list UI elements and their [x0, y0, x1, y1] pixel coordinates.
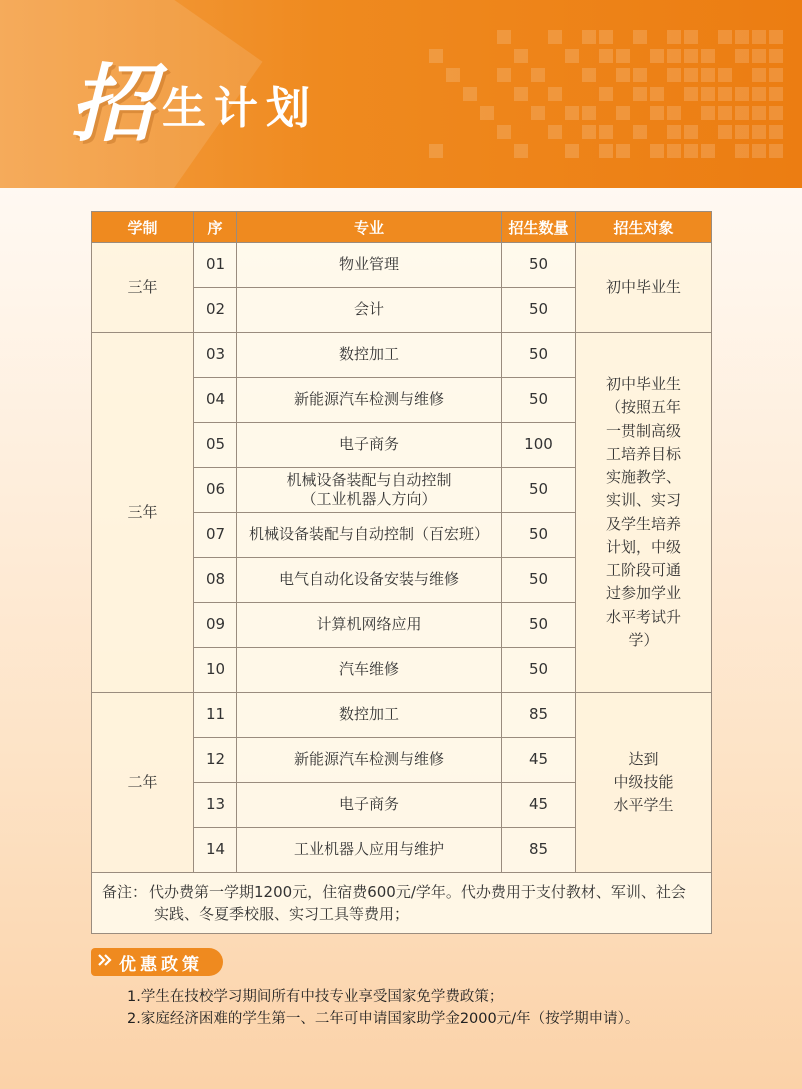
pixel-square — [769, 106, 783, 120]
pixel-square — [667, 68, 681, 82]
header-banner — [0, 0, 802, 188]
pixel-square — [548, 87, 562, 101]
pixel-pattern-decoration — [412, 30, 792, 170]
row-number: 01 — [194, 243, 237, 288]
duration-cell: 三年 — [92, 243, 194, 333]
pixel-square — [684, 144, 698, 158]
row-number: 08 — [194, 558, 237, 603]
pixel-square — [684, 87, 698, 101]
pixel-square — [616, 68, 630, 82]
pixel-square — [548, 125, 562, 139]
pixel-square — [684, 30, 698, 44]
target-line: 水平考试升 — [605, 607, 681, 626]
count-cell: 50 — [502, 468, 576, 513]
pixel-square — [718, 30, 732, 44]
pixel-square — [463, 87, 477, 101]
target-line: 中级技能 — [613, 772, 674, 791]
pixel-square — [429, 49, 443, 63]
count-cell: 50 — [502, 378, 576, 423]
row-number: 14 — [194, 828, 237, 873]
target-line: 过参加学业 — [605, 584, 681, 603]
pixel-square — [769, 30, 783, 44]
pixel-square — [701, 106, 715, 120]
pixel-square — [769, 87, 783, 101]
pixel-square — [633, 87, 647, 101]
major-cell: 机械设备装配与自动控制（百宏班） — [237, 513, 502, 558]
table-row — [92, 243, 712, 288]
pixel-square — [718, 68, 732, 82]
pixel-square — [650, 144, 664, 158]
target-line: （按照五年 — [605, 398, 681, 417]
pixel-square — [701, 144, 715, 158]
table-header-row — [92, 212, 712, 243]
pixel-square — [701, 68, 715, 82]
pixel-square — [633, 30, 647, 44]
pixel-square — [565, 49, 579, 63]
count-cell: 45 — [502, 783, 576, 828]
pixel-square — [429, 144, 443, 158]
pixel-square — [667, 106, 681, 120]
policy-item: 1.学生在技校学习期间所有中技专业享受国家免学费政策； — [127, 989, 504, 1005]
pixel-square — [752, 106, 766, 120]
pixel-square — [752, 68, 766, 82]
page-title-rest: 生计划 — [162, 83, 319, 134]
enrollment-plan-table — [91, 211, 712, 934]
policy-section — [91, 948, 771, 1031]
pixel-square — [531, 68, 545, 82]
target-line: 工培养目标 — [605, 444, 681, 463]
page-title-initial: 招 — [70, 54, 153, 153]
pixel-square — [684, 49, 698, 63]
note-cell — [92, 873, 712, 934]
pixel-square — [446, 68, 460, 82]
column-header-major: 专业 — [237, 212, 502, 243]
count-cell: 85 — [502, 828, 576, 873]
row-number: 07 — [194, 513, 237, 558]
pixel-square — [735, 49, 749, 63]
pixel-square — [769, 125, 783, 139]
major-cell: 汽车维修 — [237, 648, 502, 693]
pixel-square — [616, 49, 630, 63]
pixel-square — [735, 87, 749, 101]
note-text-line1: 代办费第一学期1200元，住宿费600元/学年。代办费用于支付教材、军训、社会 — [149, 882, 686, 901]
pixel-square — [599, 125, 613, 139]
row-number: 12 — [194, 738, 237, 783]
major-cell: 工业机器人应用与维护 — [237, 828, 502, 873]
major-cell: 电子商务 — [237, 423, 502, 468]
double-chevron-icon — [97, 952, 113, 972]
major-cell: 数控加工 — [237, 693, 502, 738]
pixel-square — [514, 49, 528, 63]
pixel-square — [480, 106, 494, 120]
pixel-square — [599, 49, 613, 63]
pixel-square — [565, 106, 579, 120]
pixel-square — [650, 87, 664, 101]
pixel-square — [718, 125, 732, 139]
major-cell: 电气自动化设备安装与维修 — [237, 558, 502, 603]
pixel-square — [752, 30, 766, 44]
pixel-square — [582, 106, 596, 120]
count-cell: 50 — [502, 333, 576, 378]
target-line: 实施教学、 — [605, 468, 681, 486]
column-header-count: 招生数量 — [502, 212, 576, 243]
row-number: 05 — [194, 423, 237, 468]
pixel-square — [497, 125, 511, 139]
pixel-square — [769, 144, 783, 158]
table-row — [92, 333, 712, 378]
major-cell: 新能源汽车检测与维修 — [237, 738, 502, 783]
pixel-square — [650, 49, 664, 63]
pixel-square — [735, 106, 749, 120]
pixel-square — [497, 30, 511, 44]
pixel-square — [735, 30, 749, 44]
policy-title: 优惠政策 — [119, 954, 203, 975]
duration-cell: 二年 — [92, 693, 194, 873]
table-row — [92, 693, 712, 738]
pixel-square — [667, 49, 681, 63]
pixel-square — [769, 49, 783, 63]
count-cell: 50 — [502, 243, 576, 288]
major-line: （工业机器人方向） — [301, 490, 437, 508]
pixel-square — [531, 106, 545, 120]
major-cell: 会计 — [237, 288, 502, 333]
count-cell: 45 — [502, 738, 576, 783]
target-line: 计划，中级 — [605, 537, 681, 556]
target-line: 实训、实习 — [605, 491, 681, 510]
pixel-square — [752, 144, 766, 158]
pixel-square — [684, 68, 698, 82]
pixel-square — [752, 49, 766, 63]
duration-cell: 三年 — [92, 333, 194, 693]
pixel-square — [514, 144, 528, 158]
note-row — [92, 873, 712, 934]
pixel-square — [684, 125, 698, 139]
pixel-square — [718, 106, 732, 120]
pixel-square — [701, 49, 715, 63]
row-number: 04 — [194, 378, 237, 423]
pixel-square — [752, 125, 766, 139]
pixel-square — [582, 68, 596, 82]
column-header-number: 序 — [194, 212, 237, 243]
row-number: 13 — [194, 783, 237, 828]
pixel-square — [633, 125, 647, 139]
target-line: 学） — [628, 630, 659, 649]
major-cell — [237, 468, 502, 513]
major-line: 机械设备装配与自动控制 — [286, 470, 452, 489]
target-cell — [576, 333, 712, 693]
pixel-square — [650, 106, 664, 120]
major-cell: 数控加工 — [237, 333, 502, 378]
column-header-duration: 学制 — [92, 212, 194, 243]
target-line: 水平学生 — [613, 796, 674, 815]
pixel-square — [667, 125, 681, 139]
pixel-square — [752, 87, 766, 101]
note-label: 备注： — [102, 882, 148, 901]
policy-badge — [91, 948, 223, 976]
count-cell: 85 — [502, 693, 576, 738]
pixel-square — [667, 30, 681, 44]
pixel-square — [735, 125, 749, 139]
pixel-square — [565, 144, 579, 158]
pixel-square — [514, 87, 528, 101]
target-cell — [576, 243, 712, 333]
target-line: 初中毕业生 — [605, 277, 681, 296]
pixel-square — [599, 87, 613, 101]
pixel-square — [718, 87, 732, 101]
pixel-square — [582, 30, 596, 44]
pixel-square — [582, 125, 596, 139]
column-header-target: 招生对象 — [576, 212, 712, 243]
pixel-square — [497, 68, 511, 82]
count-cell: 50 — [502, 648, 576, 693]
policy-item: 2.家庭经济困难的学生第一、二年可申请国家助学金2000元/年（按学期申请）。 — [127, 1011, 640, 1028]
major-cell: 新能源汽车检测与维修 — [237, 378, 502, 423]
count-cell: 50 — [502, 513, 576, 558]
pixel-square — [701, 87, 715, 101]
page-title — [70, 54, 319, 153]
target-line: 及学生培养 — [605, 514, 681, 533]
count-cell: 50 — [502, 558, 576, 603]
major-cell: 电子商务 — [237, 783, 502, 828]
pixel-square — [735, 144, 749, 158]
pixel-square — [667, 144, 681, 158]
count-cell: 50 — [502, 603, 576, 648]
row-number: 06 — [194, 468, 237, 513]
pixel-square — [599, 144, 613, 158]
note-text-line2: 实践、冬夏季校服、实习工具等费用； — [154, 905, 410, 923]
pixel-square — [616, 144, 630, 158]
target-cell — [576, 693, 712, 873]
row-number: 11 — [194, 693, 237, 738]
target-line: 一贯制高级 — [605, 421, 681, 440]
pixel-square — [616, 106, 630, 120]
pixel-square — [633, 68, 647, 82]
major-cell: 物业管理 — [237, 243, 502, 288]
major-cell: 计算机网络应用 — [237, 603, 502, 648]
target-line: 工阶段可通 — [605, 561, 681, 579]
row-number: 03 — [194, 333, 237, 378]
policy-list — [91, 986, 771, 1031]
pixel-square — [769, 68, 783, 82]
row-number: 02 — [194, 288, 237, 333]
count-cell: 100 — [502, 423, 576, 468]
count-cell: 50 — [502, 288, 576, 333]
row-number: 10 — [194, 648, 237, 693]
pixel-square — [548, 30, 562, 44]
pixel-square — [599, 30, 613, 44]
target-line: 达到 — [628, 749, 659, 768]
target-line: 初中毕业生 — [605, 375, 681, 393]
row-number: 09 — [194, 603, 237, 648]
